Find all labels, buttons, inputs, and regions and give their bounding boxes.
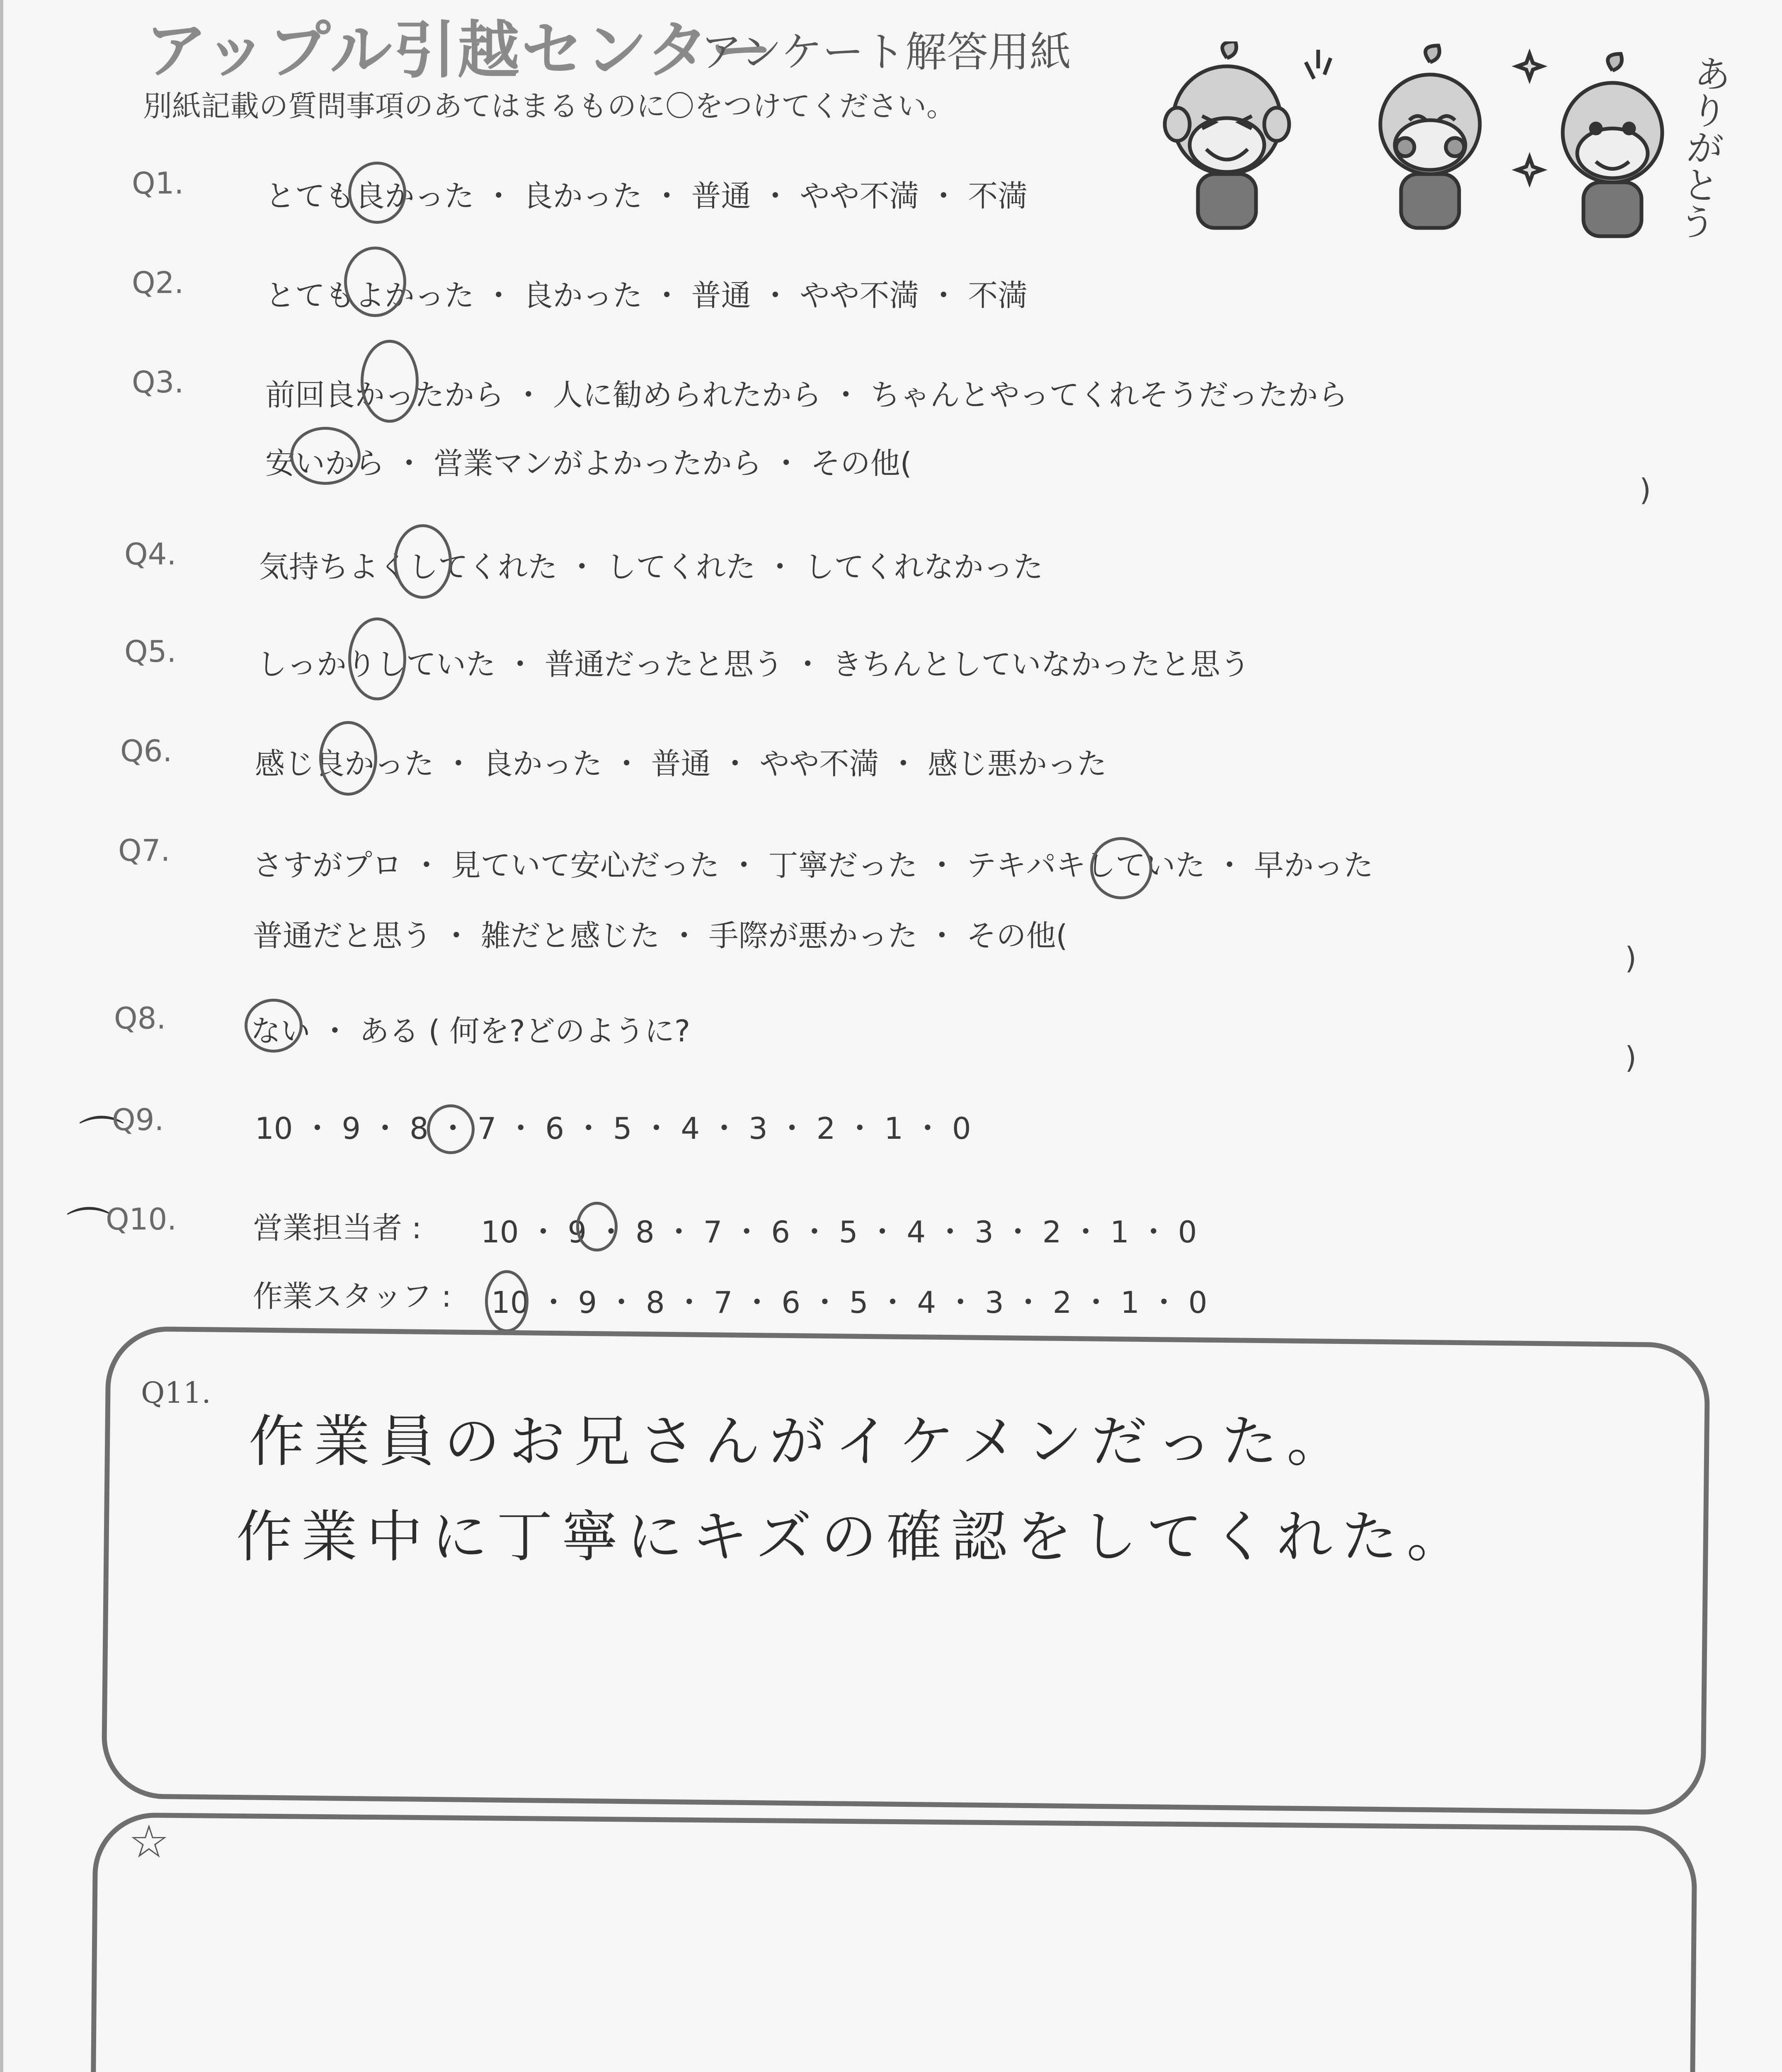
q10-sales-score-10[interactable]: 10 [481, 1215, 519, 1249]
q7-options-line2[interactable]: 普通だと思う ・ 雑だと感じた ・ 手際が悪かった ・ その他( [253, 918, 1068, 953]
q4-options[interactable]: 気持ちよくしてくれた ・ してくれた ・ してくれなかった [259, 549, 1043, 584]
q8-options[interactable]: ない ・ ある ( 何を?どのように? [251, 1014, 691, 1048]
q5-options[interactable]: しっかりしていた ・ 普通だったと思う ・ きちんとしていなかったと思う [257, 647, 1250, 682]
q9-score-7[interactable]: 7 [477, 1111, 497, 1146]
company-title: アップル引越センター [145, 15, 774, 87]
q11-comment-line2: 作業中に丁寧にキズの確認をしてくれた。 [236, 1504, 1472, 1569]
q2-selection-circle [344, 247, 406, 317]
q10-sales-score-9[interactable]: 9 [567, 1215, 587, 1249]
q9-score-2[interactable]: 2 [816, 1111, 836, 1146]
q10-sales-selection-circle [576, 1202, 618, 1251]
q10-sales-score-3[interactable]: 3 [974, 1215, 994, 1249]
q4-label: Q4. [124, 537, 177, 571]
mascot-shy-icon [1380, 46, 1480, 228]
mascot-laughing-icon [1165, 41, 1289, 228]
star-icon: ☆ [128, 1815, 170, 1868]
q10-staff-score-1[interactable]: 1 [1120, 1285, 1140, 1320]
q3-selection-circle-2 [290, 427, 361, 485]
q1-label: Q1. [132, 166, 184, 201]
q10-staff-score-7[interactable]: 7 [713, 1285, 733, 1320]
q10-sales-score-8[interactable]: 8 [635, 1215, 655, 1249]
q10-sales-score-1[interactable]: 1 [1110, 1215, 1129, 1249]
mascot-sparkle-icon [1306, 50, 1331, 79]
q7-selection-circle [1090, 837, 1152, 899]
q10-sales-score-7[interactable]: 7 [703, 1215, 722, 1249]
q10-staff-score-0[interactable]: 0 [1188, 1285, 1207, 1320]
q10-staff-score-3[interactable]: 3 [984, 1285, 1004, 1320]
q10-staff-scale[interactable]: 10 ・ 9 ・ 8 ・ 7 ・ 6 ・ 5 ・ 4 ・ 3 ・ 2 ・ 1 ・ 0 [491, 1285, 1207, 1320]
star-comment-box[interactable] [89, 1812, 1697, 2072]
q9-label: Q9. [112, 1102, 164, 1137]
form-instruction: 別紙記載の質問事項のあてはまるものに〇をつけてください。 [143, 89, 955, 123]
q2-label: Q2. [132, 265, 184, 300]
q10-sales-label: 営業担当者 : [253, 1210, 422, 1245]
q10-sales-score-6[interactable]: 6 [771, 1215, 790, 1249]
q10-sales-score-4[interactable]: 4 [907, 1215, 926, 1249]
q5-selection-circle [348, 617, 406, 700]
mascot-bowing-icon [1563, 54, 1662, 236]
q10-staff-score-6[interactable]: 6 [781, 1285, 800, 1320]
q10-label: Q10. [106, 1202, 177, 1237]
q9-score-3[interactable]: 3 [748, 1111, 768, 1146]
star-sparkle-icon [1517, 54, 1542, 182]
q8-other-close: ) [1625, 1040, 1637, 1075]
q6-selection-circle [319, 721, 377, 796]
q5-label: Q5. [124, 634, 177, 669]
q9-score-4[interactable]: 4 [681, 1111, 700, 1146]
q10-staff-score-8[interactable]: 8 [646, 1285, 665, 1320]
q9-score-10[interactable]: 10 [255, 1111, 293, 1146]
q9-score-6[interactable]: 6 [545, 1111, 564, 1146]
q9-check-mark: ⌒ [79, 1112, 124, 1165]
q10-staff-label: 作業スタッフ : [253, 1279, 452, 1314]
q4-selection-circle [394, 524, 452, 599]
q8-label: Q8. [114, 1001, 166, 1036]
q7-other-close: ) [1625, 941, 1637, 975]
q9-score-8[interactable]: 8 [410, 1111, 429, 1146]
q9-scale[interactable]: 10 ・ 9 ・ 8 ・ 7 ・ 6 ・ 5 ・ 4 ・ 3 ・ 2 ・ 1 ・ 0 [255, 1111, 971, 1146]
q10-staff-score-5[interactable]: 5 [849, 1285, 868, 1320]
q11-label: Q11. [141, 1376, 211, 1410]
q6-label: Q6. [120, 733, 172, 768]
q3-label: Q3. [132, 365, 184, 399]
form-title: アンケート解答用紙 [701, 28, 1071, 76]
q10-staff-score-9[interactable]: 9 [578, 1285, 597, 1320]
q10-sales-score-5[interactable]: 5 [839, 1215, 858, 1249]
q6-options[interactable]: 感じ良かった ・ 良かった ・ 普通 ・ やや不満 ・ 感じ悪かった [255, 746, 1107, 781]
q8-selection-circle [245, 999, 303, 1053]
q10-sales-score-0[interactable]: 0 [1178, 1215, 1197, 1249]
q9-score-0[interactable]: 0 [952, 1111, 971, 1146]
q7-options-line1[interactable]: さすがプロ ・ 見ていて安心だった ・ 丁寧だった ・ テキパキしていた ・ 早かった [253, 848, 1374, 883]
scan-edge [0, 0, 3, 2072]
q1-options[interactable]: とても良かった ・ 良かった ・ 普通 ・ やや不満 ・ 不満 [265, 179, 1028, 213]
q9-score-5[interactable]: 5 [613, 1111, 632, 1146]
q3-options-line2[interactable]: 安いから ・ 営業マンがよかったから ・ その他( [265, 446, 912, 481]
q9-selection-circle [427, 1104, 475, 1154]
q10-sales-scale[interactable]: 10 ・ 9 ・ 8 ・ 7 ・ 6 ・ 5 ・ 4 ・ 3 ・ 2 ・ 1 ・ 0 [481, 1215, 1197, 1249]
q9-score-1[interactable]: 1 [884, 1111, 903, 1146]
q11-comment-line1: 作業員のお兄さんがイケメンだった。 [249, 1409, 1352, 1474]
q1-selection-circle [348, 162, 406, 224]
q10-staff-selection-circle [485, 1270, 529, 1332]
q3-selection-circle-1 [361, 340, 419, 423]
q10-check-mark: ⌒ [66, 1203, 112, 1256]
q3-options-line1[interactable]: 前回良かったから ・ 人に勧められたから ・ ちゃんとやってくれそうだったから [265, 378, 1348, 412]
q10-staff-score-10[interactable]: 10 [491, 1285, 529, 1320]
q3-other-close: ) [1639, 472, 1651, 507]
q10-staff-score-4[interactable]: 4 [917, 1285, 936, 1320]
q7-label: Q7. [118, 833, 170, 868]
mascot-illustration [1152, 41, 1691, 240]
q10-sales-score-2[interactable]: 2 [1042, 1215, 1062, 1249]
q10-staff-score-2[interactable]: 2 [1052, 1285, 1072, 1320]
q2-options[interactable]: とてもよかった ・ 良かった ・ 普通 ・ やや不満 ・ 不満 [265, 278, 1028, 313]
q9-score-9[interactable]: 9 [342, 1111, 361, 1146]
mascot-caption: ありがとう [1670, 52, 1734, 242]
